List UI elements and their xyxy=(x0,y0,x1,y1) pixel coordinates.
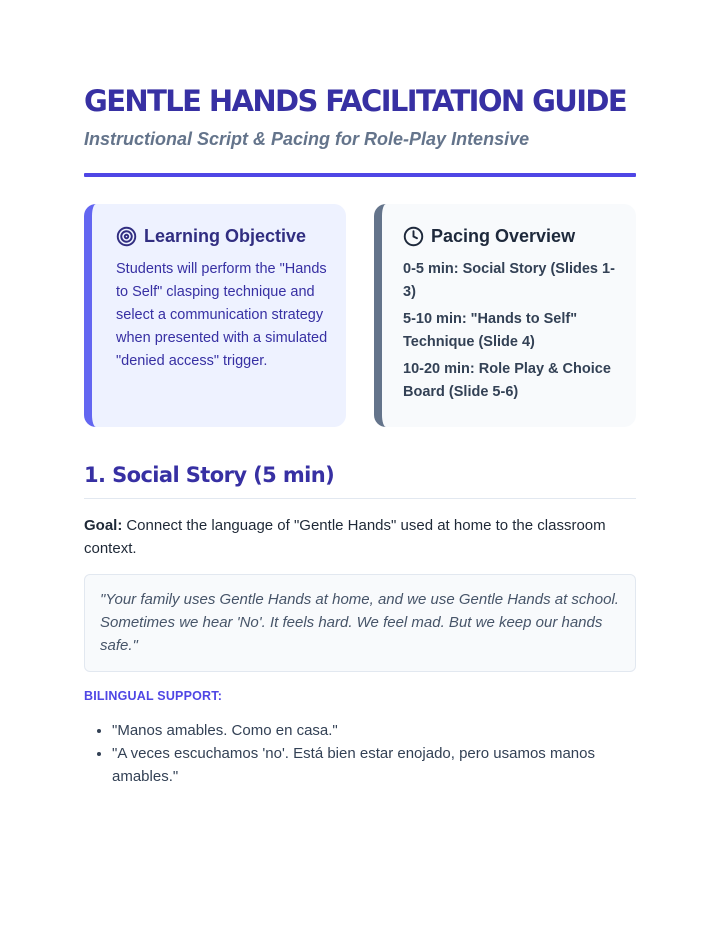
title-divider xyxy=(84,173,636,177)
section-divider xyxy=(84,498,636,499)
learning-objective-text: Students will perform the "Hands to Self" clasping technique and select a communication strategy when presented with a simulated "denied access" trigger. xyxy=(116,261,328,369)
list-item: • "A veces escuchamos 'no'. Está bien estar enojado, pero usamos manos amables." xyxy=(112,742,636,788)
learning-objective-heading: Learning Objective xyxy=(144,226,307,246)
learning-objective-card xyxy=(84,204,346,427)
goal-paragraph xyxy=(84,514,636,560)
summary-cards xyxy=(84,204,636,427)
pacing-overview-card xyxy=(374,204,636,427)
target-icon xyxy=(116,226,137,247)
page-title: GENTLE HANDS FACILITATION GUIDE xyxy=(84,84,627,118)
page-subtitle: Instructional Script & Pacing for Role-Play Intensive xyxy=(84,129,530,149)
learning-objective-header xyxy=(116,224,330,248)
clock-icon xyxy=(403,226,424,247)
pacing-item: 10-20 min: Role Play & Choice Board (Slide 5-6) xyxy=(403,361,611,400)
bilingual-support-label: BILINGUAL SUPPORT: xyxy=(84,689,223,703)
section-heading-social-story: 1. Social Story (5 min) xyxy=(84,463,335,487)
goal-text: Connect the language of "Gentle Hands" used at home to the classroom context. xyxy=(84,517,606,557)
goal-label: Goal: xyxy=(84,517,123,534)
bilingual-support-list xyxy=(84,719,636,788)
pacing-list xyxy=(403,258,620,404)
pacing-overview-heading: Pacing Overview xyxy=(431,226,576,246)
pacing-item: 5-10 min: "Hands to Self" Technique (Slide 4) xyxy=(403,311,578,350)
facilitation-guide xyxy=(84,84,636,788)
list-item: • "Manos amables. Como en casa." xyxy=(112,719,636,742)
script-quote-box: "Your family uses Gentle Hands at home, and we use Gentle Hands at school. Sometimes we hear 'No'. It feels hard. We feel mad. But we keep our hands safe." xyxy=(84,574,636,672)
pacing-overview-header xyxy=(403,224,620,248)
pacing-item: 0-5 min: Social Story (Slides 1-3) xyxy=(403,261,615,300)
